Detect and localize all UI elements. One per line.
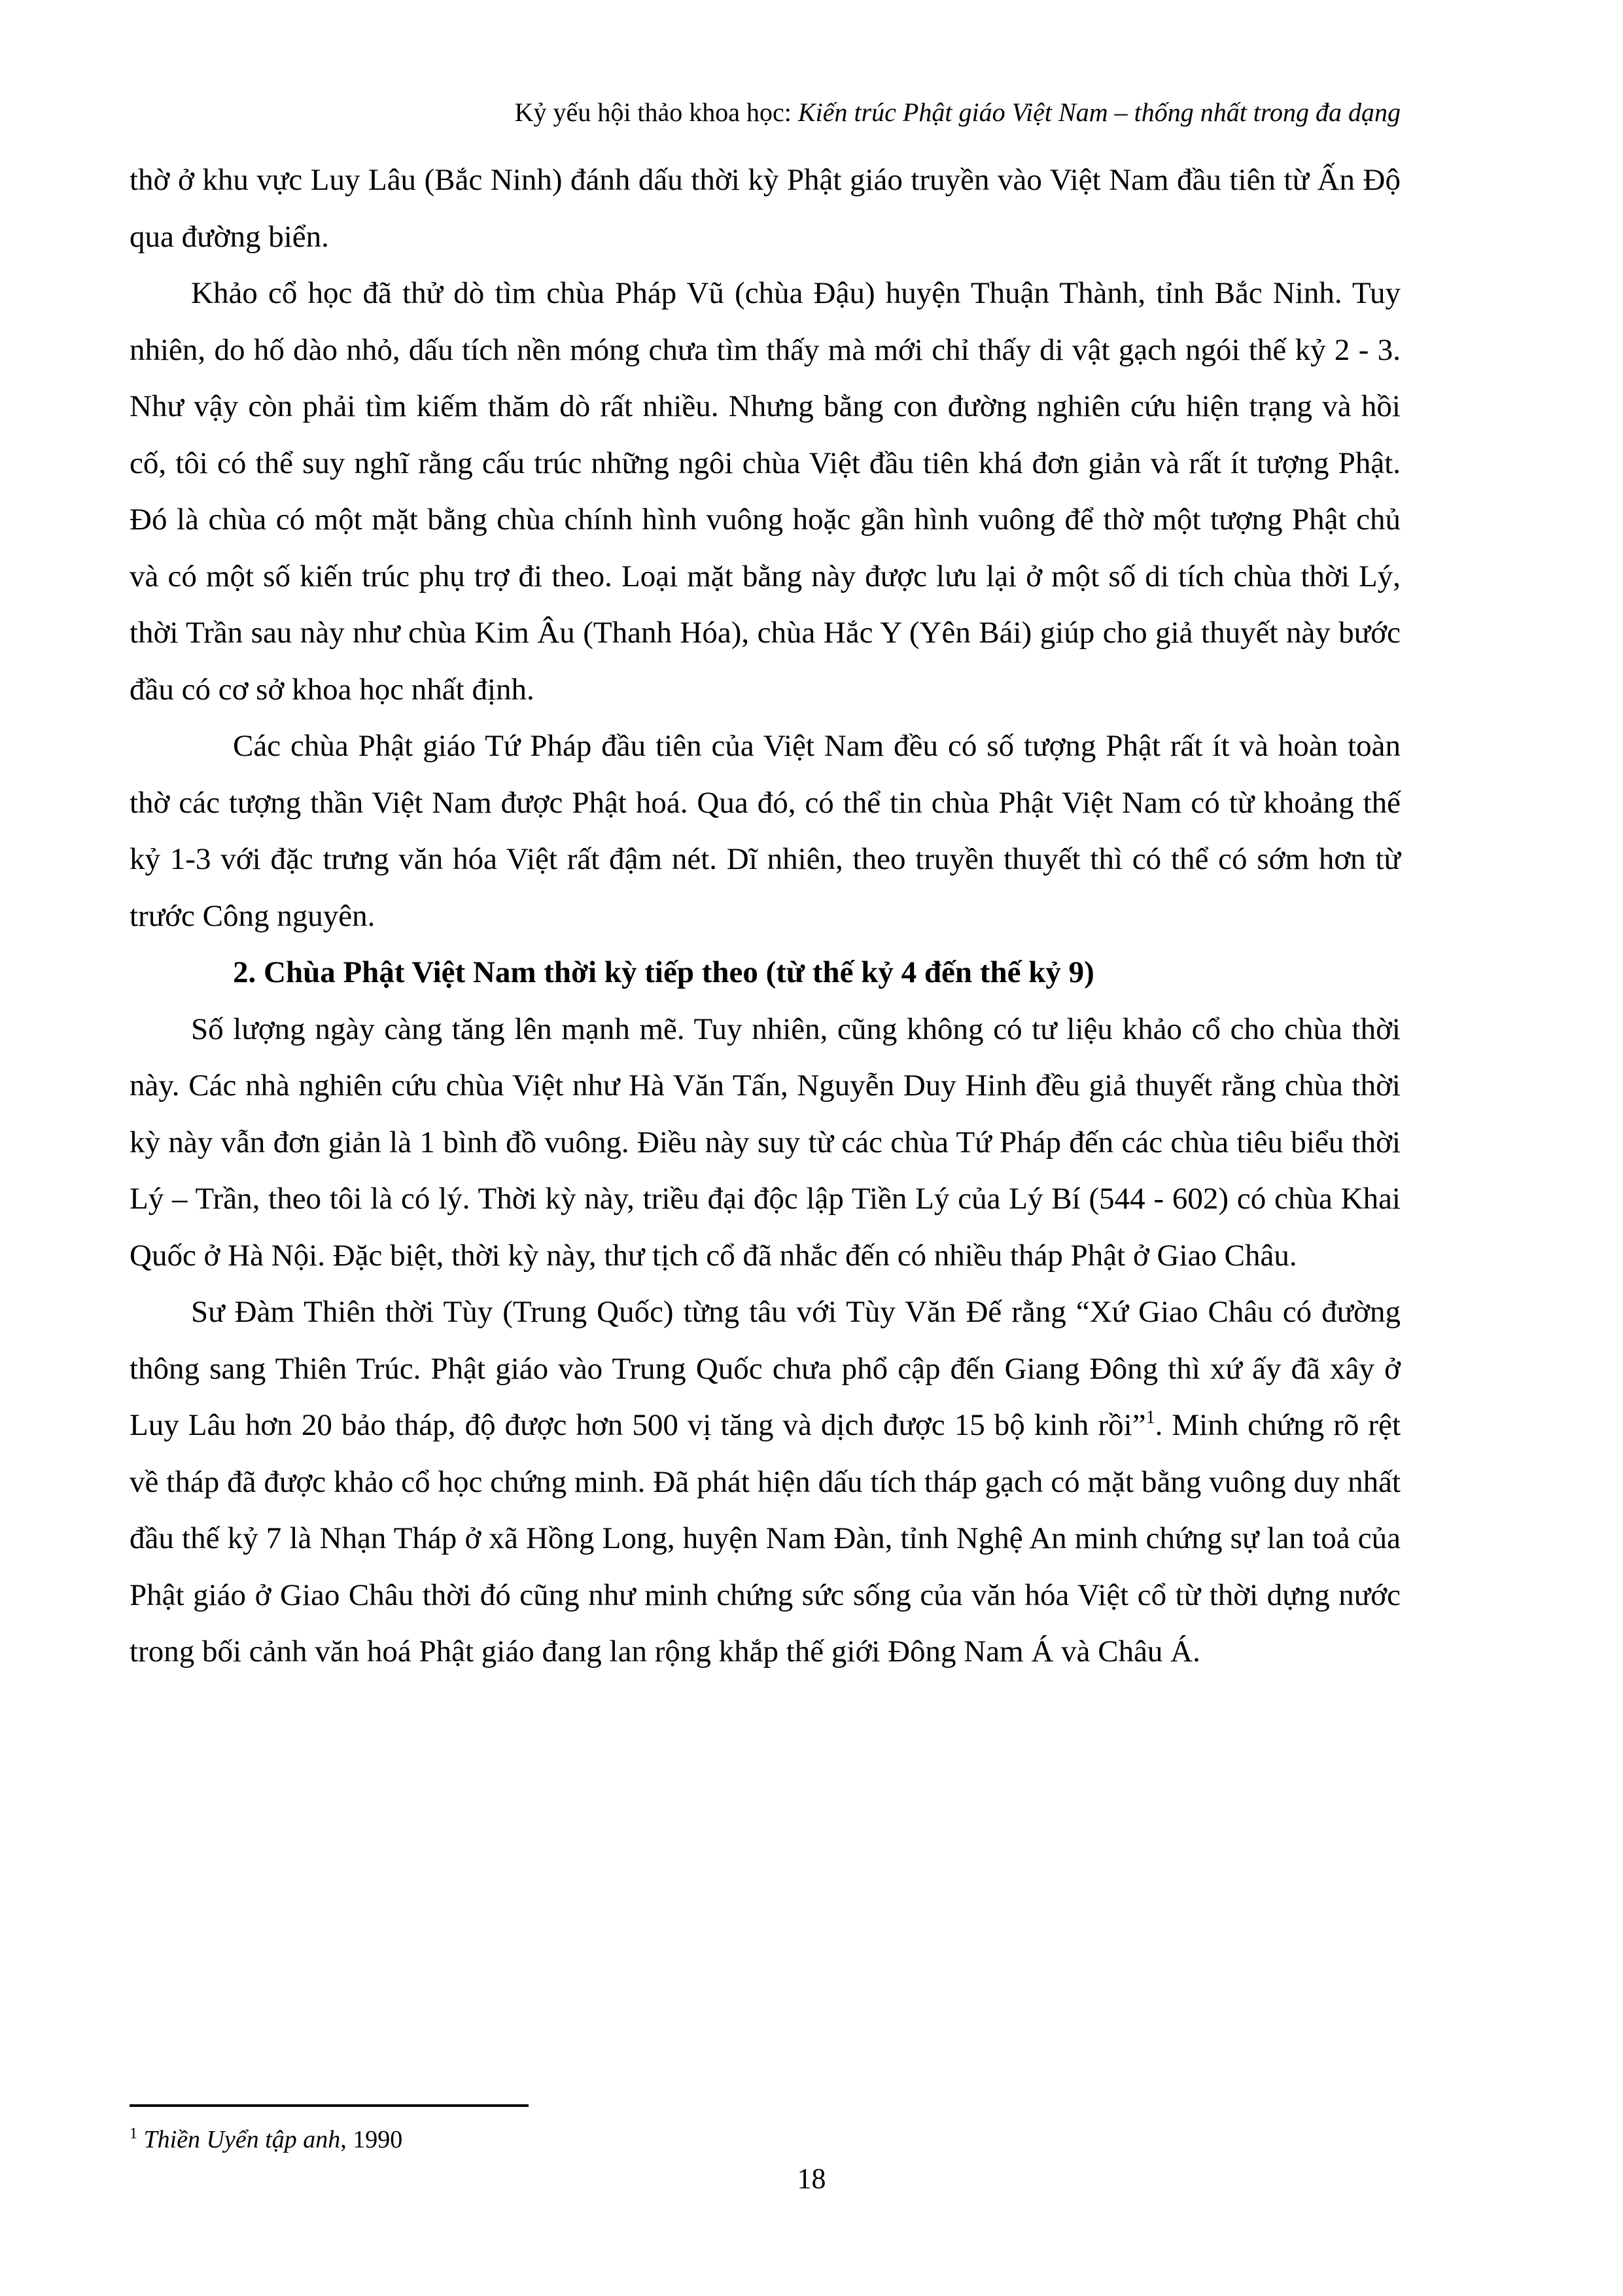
paragraph-dam-thien bbox=[130, 1284, 1401, 1680]
paragraph-continuation: thờ ở khu vực Luy Lâu (Bắc Ninh) đánh dấu thời kỳ Phật giáo truyền vào Việt Nam đầu tiên từ Ấn Độ qua đường biển. bbox=[130, 163, 1401, 254]
page-number: 18 bbox=[797, 2163, 826, 2195]
footnote-separator bbox=[130, 2104, 529, 2107]
paragraph-quantity: Số lượng ngày càng tăng lên mạnh mẽ. Tuy nhiên, cũng không có tư liệu khảo cổ cho chùa thời này. Các nhà nghiên cứu chùa Việt như Hà Văn Tấn, Nguyễn Duy Hinh đều giả thuyết rằng chùa thời kỳ này vẫn đơn giản là 1 bình đồ vuông. Điều này suy từ các chùa Tứ Pháp đến các chùa tiêu biểu thời Lý – Trần, theo tôi là có lý. Thời kỳ này, triều đại độc lập Tiền Lý của Lý Bí (544 - 602) có chùa Khai Quốc ở Hà Nội. Đặc biệt, thời kỳ này, thư tịch cổ đã nhắc đến có nhiều tháp Phật ở Giao Châu. bbox=[130, 1012, 1401, 1273]
paragraph-tu-phap: Các chùa Phật giáo Tứ Pháp đầu tiên của Việt Nam đều có số tượng Phật rất ít và hoàn toàn thờ các tượng thần Việt Nam được Phật hoá. Qua đó, có thể tin chùa Phật Việt Nam có từ khoảng thế kỷ 1-3 với đặc trưng văn hóa Việt rất đậm nét. Dĩ nhiên, theo truyền thuyết thì có thể có sớm hơn từ trước Công nguyên. bbox=[130, 729, 1401, 933]
running-header-prefix: Kỷ yếu hội thảo khoa học: bbox=[514, 97, 798, 127]
footnote-number: 1 bbox=[130, 2125, 137, 2142]
quote-text: Sư Đàm Thiên thời Tùy (Trung Quốc) từng tâu với Tùy Văn Đế rằng “Xứ Giao Châu có đường thông sang Thiên Trúc. Phật giáo vào Trung Quốc chưa phổ cập đến Giang Đông thì xứ ấy đã xây ở Luy Lâu hơn 20 bảo tháp, độ được hơn 500 vị tăng và dịch được 15 bộ kinh rồi” bbox=[130, 1295, 1401, 1442]
footnote-title: Thiền Uyển tập anh bbox=[143, 2126, 341, 2153]
running-header bbox=[515, 93, 1401, 132]
footnote-reference[interactable]: 1 bbox=[1145, 1407, 1155, 1428]
section-heading: 2. Chùa Phật Việt Nam thời kỳ tiếp theo (từ thế kỷ 4 đến thế kỷ 9) bbox=[233, 955, 1094, 989]
footnote-year: , 1990 bbox=[340, 2126, 403, 2153]
running-header-title: Kiến trúc Phật giáo Việt Nam – thống nhất trong đa dạng bbox=[797, 97, 1401, 127]
quote-continuation: . Minh chứng rõ rệt về tháp đã được khảo cổ học chứng minh. Đã phát hiện dấu tích tháp gạch có mặt bằng vuông duy nhất đầu thế kỷ 7 là Nhạn Tháp ở xã Hồng Long, huyện Nam Đàn, tỉnh Nghệ An minh chứng sự lan toả của Phật giáo ở Giao Châu thời đó cũng như minh chứng sức sống của văn hóa Việt cổ từ thời dựng nước trong bối cảnh văn hoá Phật giáo đang lan rộng khắp thế giới Đông Nam Á và Châu Á. bbox=[130, 1408, 1401, 1669]
page-body bbox=[130, 152, 1401, 1680]
paragraph-archaeology: Khảo cổ học đã thử dò tìm chùa Pháp Vũ (chùa Đậu) huyện Thuận Thành, tỉnh Bắc Ninh. Tuy nhiên, do hố dào nhỏ, dấu tích nền móng chưa tìm thấy mà mới chỉ thấy di vật gạch ngói thế kỷ 2 - 3. Như vậy còn phải tìm kiếm thăm dò rất nhiều. Nhưng bằng con đường nghiên cứu hiện trạng và hồi cố, tôi có thể suy nghĩ rằng cấu trúc những ngôi chùa Việt đầu tiên khá đơn giản và rất ít tượng Phật. Đó là chùa có một mặt bằng chùa chính hình vuông hoặc gần hình vuông để thờ một tượng Phật chủ và có một số kiến trúc phụ trợ đi theo. Loại mặt bằng này được lưu lại ở một số di tích chùa thời Lý, thời Trần sau này như chùa Kim Âu (Thanh Hóa), chùa Hắc Y (Yên Bái) giúp cho giả thuyết này bước đầu có cơ sở khoa học nhất định. bbox=[130, 276, 1401, 707]
footnote bbox=[130, 2120, 402, 2159]
